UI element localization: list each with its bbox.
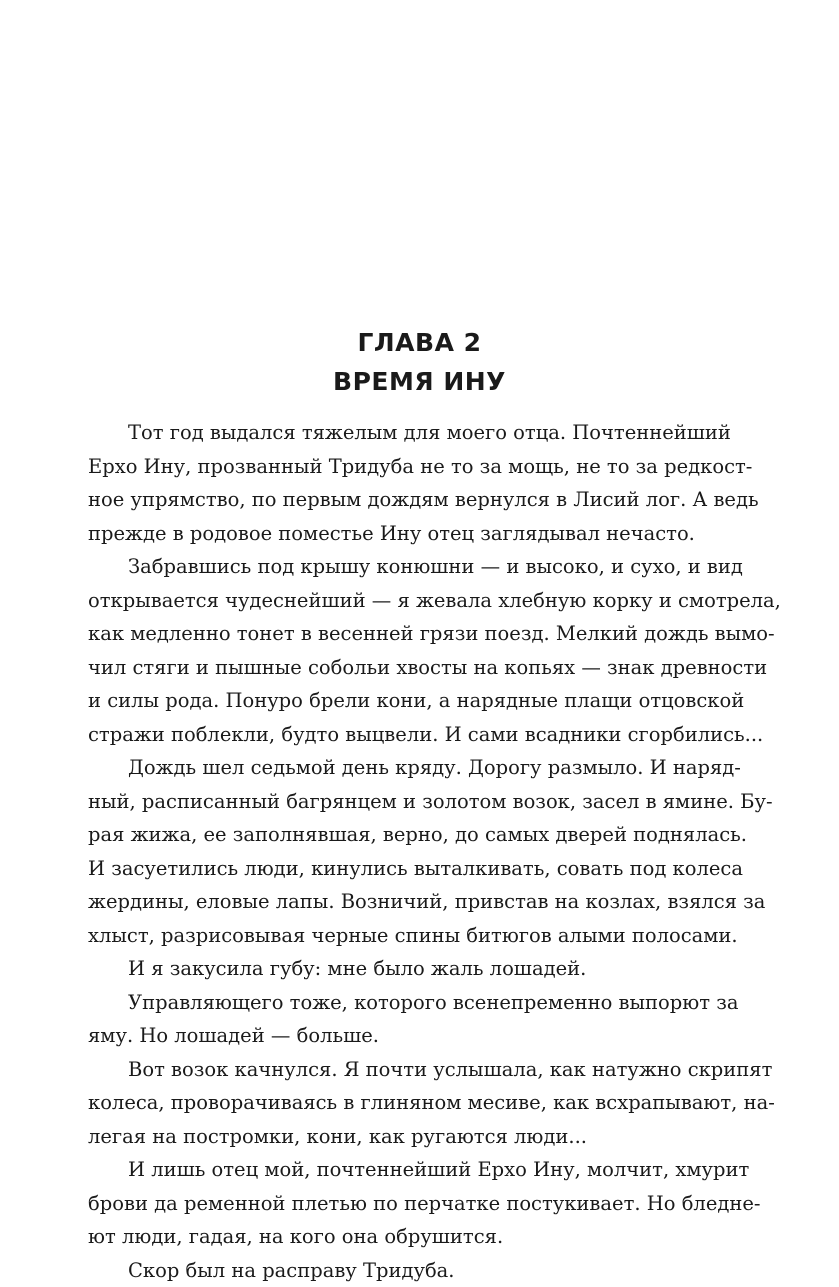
text-line: Забравшись под крышу конюшни — и высоко, и сухо, и вид — [88, 550, 728, 584]
text-line: И лишь отец мой, почтеннейший Ерхо Ину, молчит, хмурит — [88, 1153, 728, 1187]
text-line: И засуетились люди, кинулись выталкивать, совать под колеса — [88, 852, 728, 886]
text-line: ное упрямство, по первым дождям вернулся в Лисий лог. А ведь — [88, 483, 728, 517]
text-line: прежде в родовое поместье Ину отец заглядывал нечасто. — [88, 517, 728, 551]
text-line: как медленно тонет в весенней грязи поезд. Мелкий дождь вымо- — [88, 617, 728, 651]
chapter-title: ВРЕМЯ ИНУ — [0, 369, 839, 394]
chapter-text — [88, 416, 728, 1287]
text-line: и силы рода. Понуро брели кони, а нарядные плащи отцовской — [88, 684, 728, 718]
text-line: легая на постромки, кони, как ругаются люди... — [88, 1120, 728, 1154]
text-line: рая жижа, ее заполнявшая, верно, до самых дверей поднялась. — [88, 818, 728, 852]
text-line: чил стяги и пышные собольи хвосты на копьях — знак древности — [88, 651, 728, 685]
text-line: брови да ременной плетью по перчатке постукивает. Но бледне- — [88, 1187, 728, 1221]
text-line: яму. Но лошадей — больше. — [88, 1019, 728, 1053]
text-line: Ерхо Ину, прозванный Тридуба не то за мощь, не то за редкост- — [88, 450, 728, 484]
text-line: Тот год выдался тяжелым для моего отца. Почтеннейший — [88, 416, 728, 450]
text-line: Скор был на расправу Тридуба. — [88, 1254, 728, 1287]
text-line: стражи поблекли, будто выцвели. И сами всадники сгорбились... — [88, 718, 728, 752]
text-line: ный, расписанный багрянцем и золотом возок, засел в ямине. Бу- — [88, 785, 728, 819]
text-line: И я закусила губу: мне было жаль лошадей. — [88, 952, 728, 986]
text-line: жердины, еловые лапы. Возничий, привстав на козлах, взялся за — [88, 885, 728, 919]
text-line: Дождь шел седьмой день кряду. Дорогу размыло. И наряд- — [88, 751, 728, 785]
chapter-number: ГЛАВА 2 — [0, 330, 839, 355]
text-line: ют люди, гадая, на кого она обрушится. — [88, 1220, 728, 1254]
text-line: хлыст, разрисовывая черные спины битюгов алыми полосами. — [88, 919, 728, 953]
text-line: открывается чудеснейший — я жевала хлебную корку и смотрела, — [88, 584, 728, 618]
text-line: Управляющего тоже, которого всенепременно выпорют за — [88, 986, 728, 1020]
text-line: Вот возок качнулся. Я почти услышала, как натужно скрипят — [88, 1053, 728, 1087]
text-line: колеса, проворачиваясь в глиняном месиве, как всхрапывают, на- — [88, 1086, 728, 1120]
